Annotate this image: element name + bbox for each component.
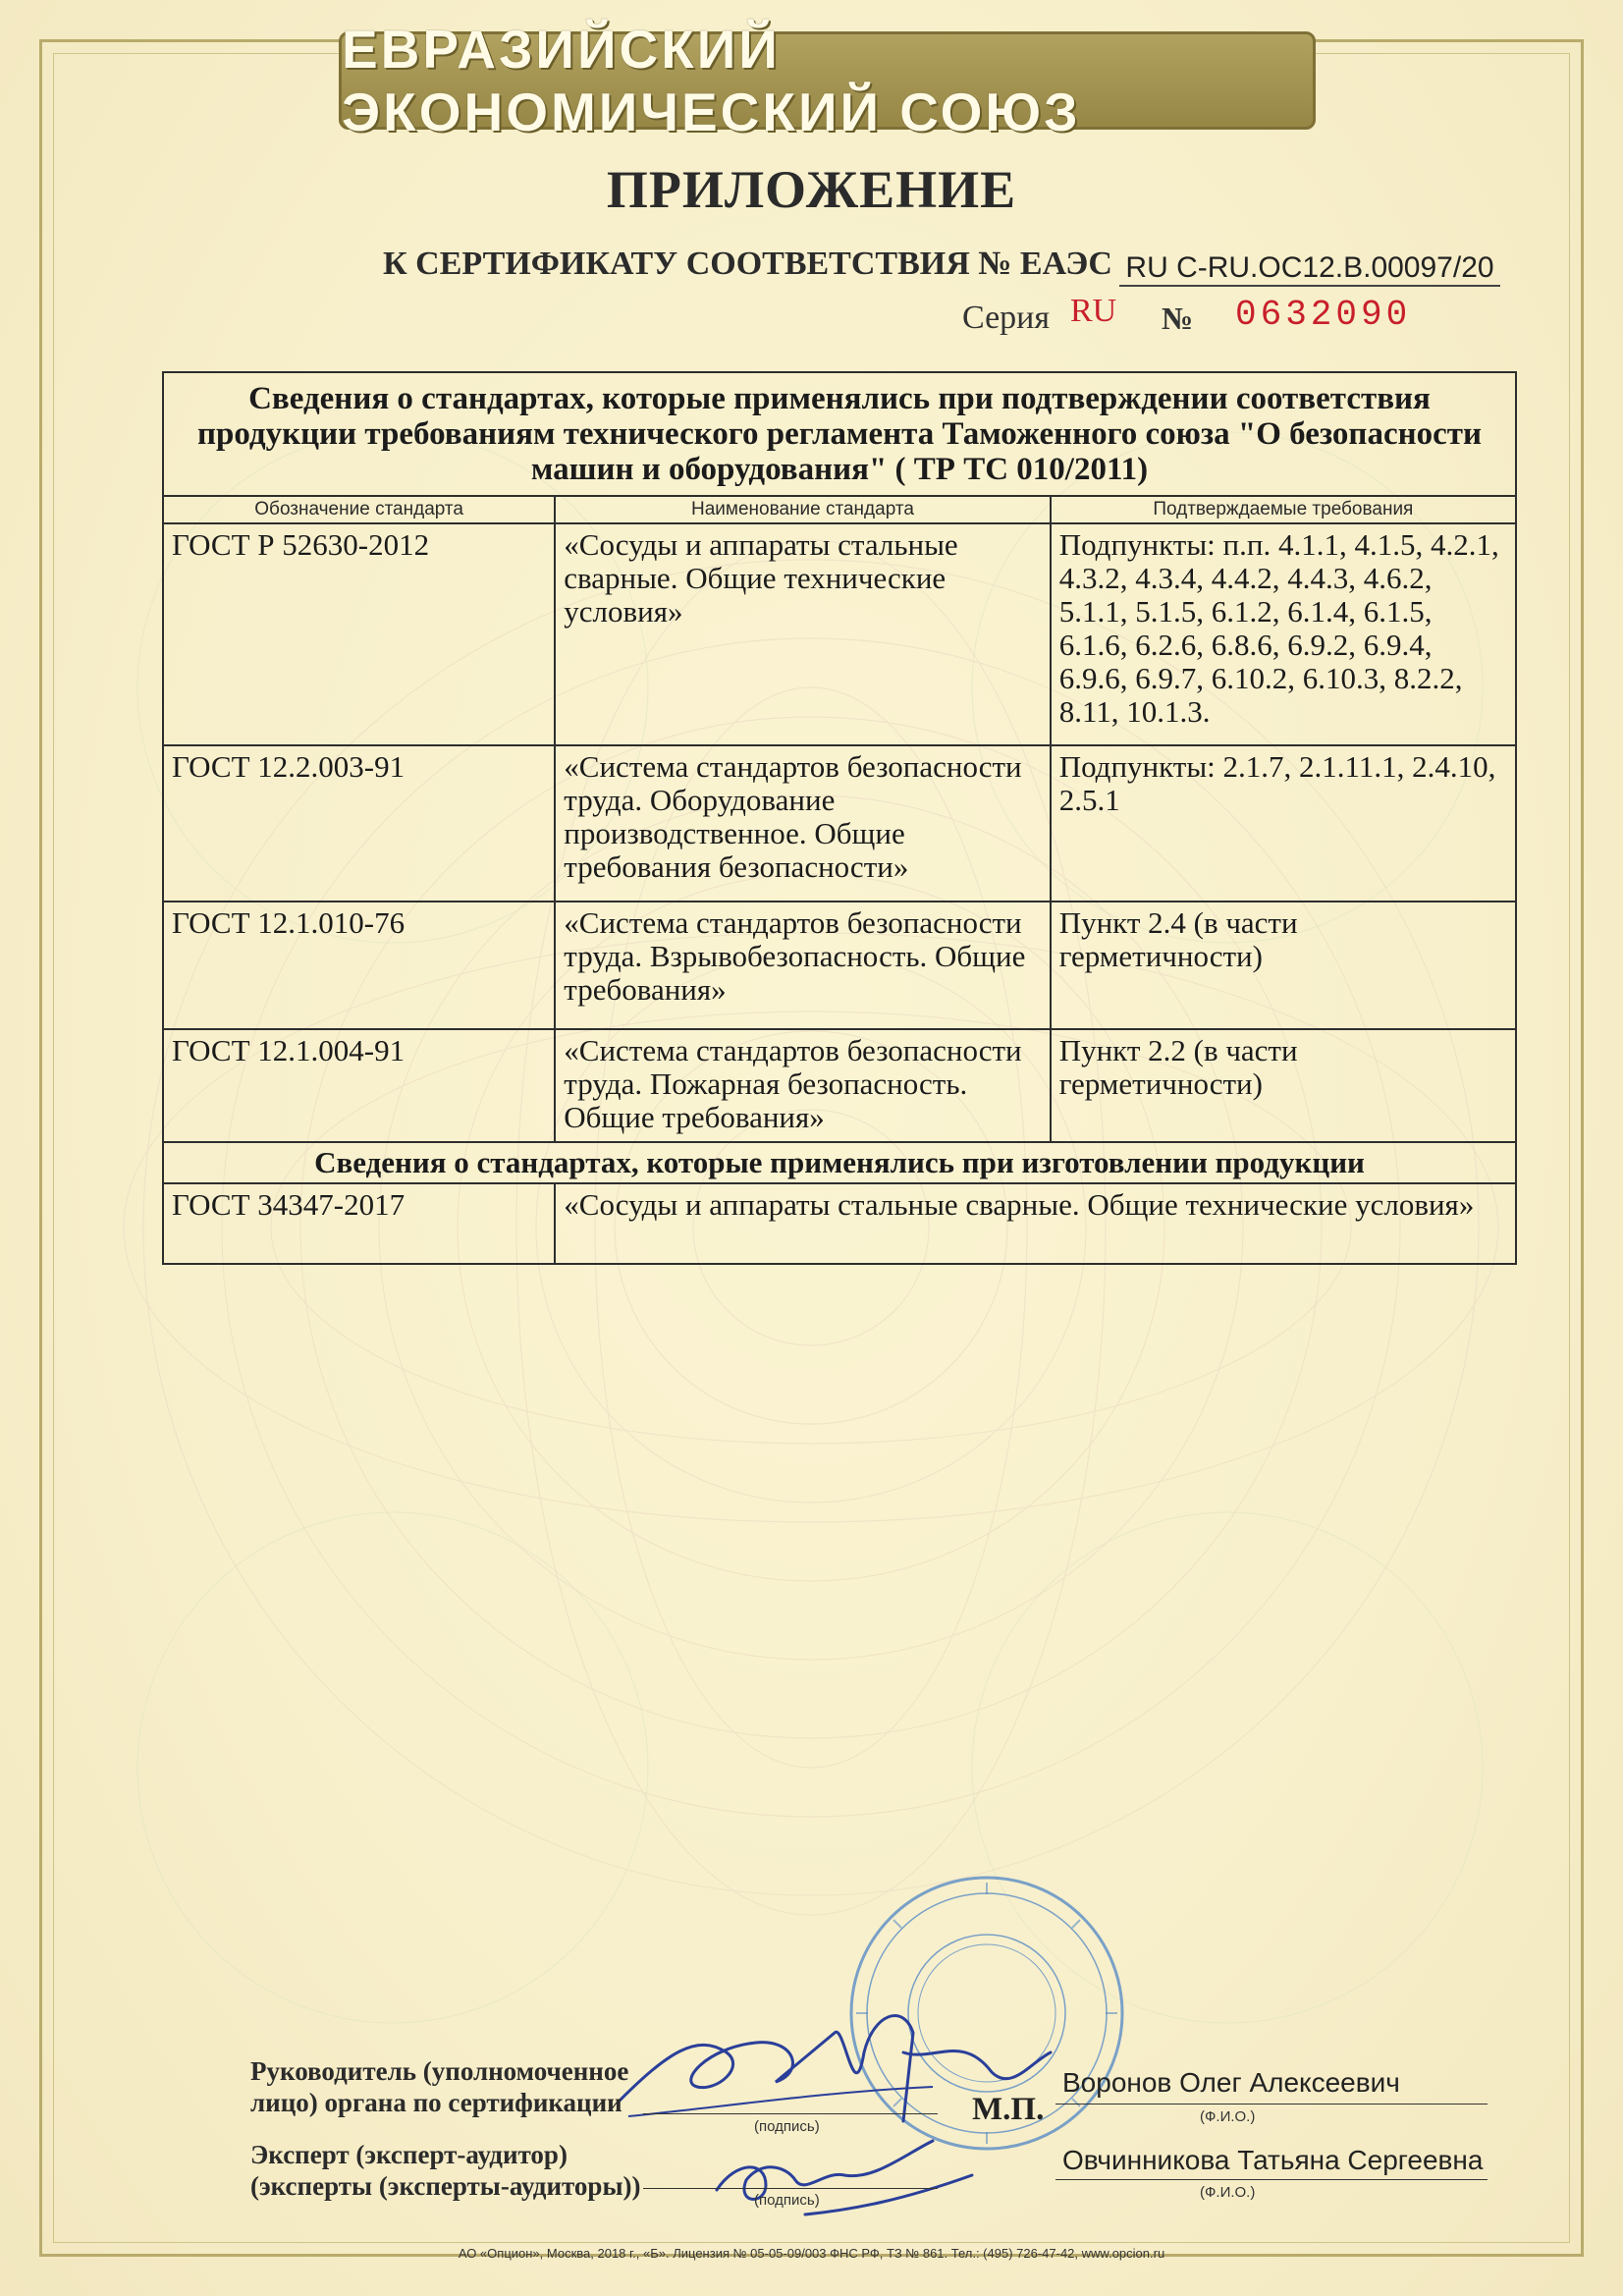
- expert-name-caption: (Ф.И.О.): [1200, 2184, 1256, 2201]
- series-value: RU: [1070, 293, 1117, 329]
- manufacturing-caption: Сведения о стандартах, которые применялись при изготовлении продукции: [163, 1142, 1516, 1183]
- expert-signature-line: [643, 2188, 938, 2189]
- head-label: Руководитель (уполномоченное лицо) органа по сертификации: [250, 2056, 629, 2117]
- standard-requirements: Подпункты: 2.1.7, 2.1.11.1, 2.4.10, 2.5.1: [1051, 745, 1516, 902]
- standards-table: [162, 371, 1517, 1265]
- head-signature-caption: (подпись): [754, 2118, 820, 2135]
- expert-name: Овчинникова Татьяна Сергеевна: [1062, 2145, 1484, 2175]
- standard-code: ГОСТ 12.1.004-91: [163, 1029, 555, 1142]
- certificate-number: RU C-RU.ОС12.В.00097/20: [1119, 251, 1500, 287]
- printer-footer: АО «Опцион», Москва, 2018 г., «Б». Лицензия № 05-05-09/003 ФНС РФ, ТЗ № 861. Тел.: (495) 726-47-42, www.opcion.ru: [458, 2246, 1165, 2261]
- expert-label: Эксперт (эксперт-аудитор) (эксперты (эксперты-аудиторы)): [250, 2140, 641, 2201]
- column-header-requirements: Подтверждаемые требования: [1051, 496, 1516, 523]
- stamp-place-label: М.П.: [972, 2092, 1045, 2127]
- standard-code: ГОСТ 34347-2017: [163, 1183, 555, 1264]
- form-number: 0632090: [1235, 295, 1412, 335]
- standard-name: «Сосуды и аппараты стальные сварные. Общие технические условия»: [555, 523, 1050, 745]
- standard-requirements: Пункт 2.4 (в части герметичности): [1051, 902, 1516, 1029]
- standard-code: ГОСТ Р 52630-2012: [163, 523, 555, 745]
- standard-requirements: Пункт 2.2 (в части герметичности): [1051, 1029, 1516, 1142]
- standard-code: ГОСТ 12.1.010-76: [163, 902, 555, 1029]
- union-banner: ЕВРАЗИЙСКИЙ ЭКОНОМИЧЕСКИЙ СОЮЗ: [339, 31, 1316, 130]
- document-subtitle: К СЕРТИФИКАТУ СООТВЕТСТВИЯ № ЕАЭС: [383, 246, 1112, 282]
- expert-name-line: [1055, 2179, 1488, 2180]
- head-name: Воронов Олег Алексеевич: [1062, 2067, 1400, 2098]
- standard-name: «Система стандартов безопасности труда. Оборудование производственное. Общие требования безопасности»: [555, 745, 1050, 902]
- expert-signature-caption: (подпись): [754, 2192, 820, 2209]
- table-row: [163, 523, 1516, 745]
- table-caption: Сведения о стандартах, которые применялись при подтверждении соответствия продукции требованиям технического регламента Таможенного союза "О безопасности машин и оборудования" ( ТР ТС 010/2011): [163, 372, 1516, 496]
- table-row: [163, 902, 1516, 1029]
- table-row: [163, 1029, 1516, 1142]
- standard-code: ГОСТ 12.2.003-91: [163, 745, 555, 902]
- standard-requirements: Подпункты: п.п. 4.1.1, 4.1.5, 4.2.1, 4.3.2, 4.3.4, 4.4.2, 4.4.3, 4.6.2, 5.1.1, 5.1.5, 6.1.2, 6.1.4, 6.1.5, 6.1.6, 6.2.6, 6.8.6, 6.9.2, 6.9.4, 6.9.6, 6.9.7, 6.10.2, 6.10.3, 8.2.2, 8.11, 10.1.3.: [1051, 523, 1516, 745]
- standard-name: «Система стандартов безопасности труда. Пожарная безопасность. Общие требования»: [555, 1029, 1050, 1142]
- head-name-caption: (Ф.И.О.): [1200, 2108, 1256, 2125]
- column-header-code: Обозначение стандарта: [163, 496, 555, 523]
- table-row: [163, 745, 1516, 902]
- column-header-name: Наименование стандарта: [555, 496, 1050, 523]
- table-row: [163, 1183, 1516, 1264]
- number-label: №: [1162, 301, 1194, 336]
- head-signature-line: [643, 2113, 938, 2114]
- standard-name: «Система стандартов безопасности труда. Взрывобезопасность. Общие требования»: [555, 902, 1050, 1029]
- head-name-line: [1055, 2104, 1488, 2105]
- document-title: ПРИЛОЖЕНИЕ: [606, 160, 1017, 219]
- series-label: Серия: [962, 300, 1051, 336]
- standard-name: «Сосуды и аппараты стальные сварные. Общие технические условия»: [555, 1183, 1516, 1264]
